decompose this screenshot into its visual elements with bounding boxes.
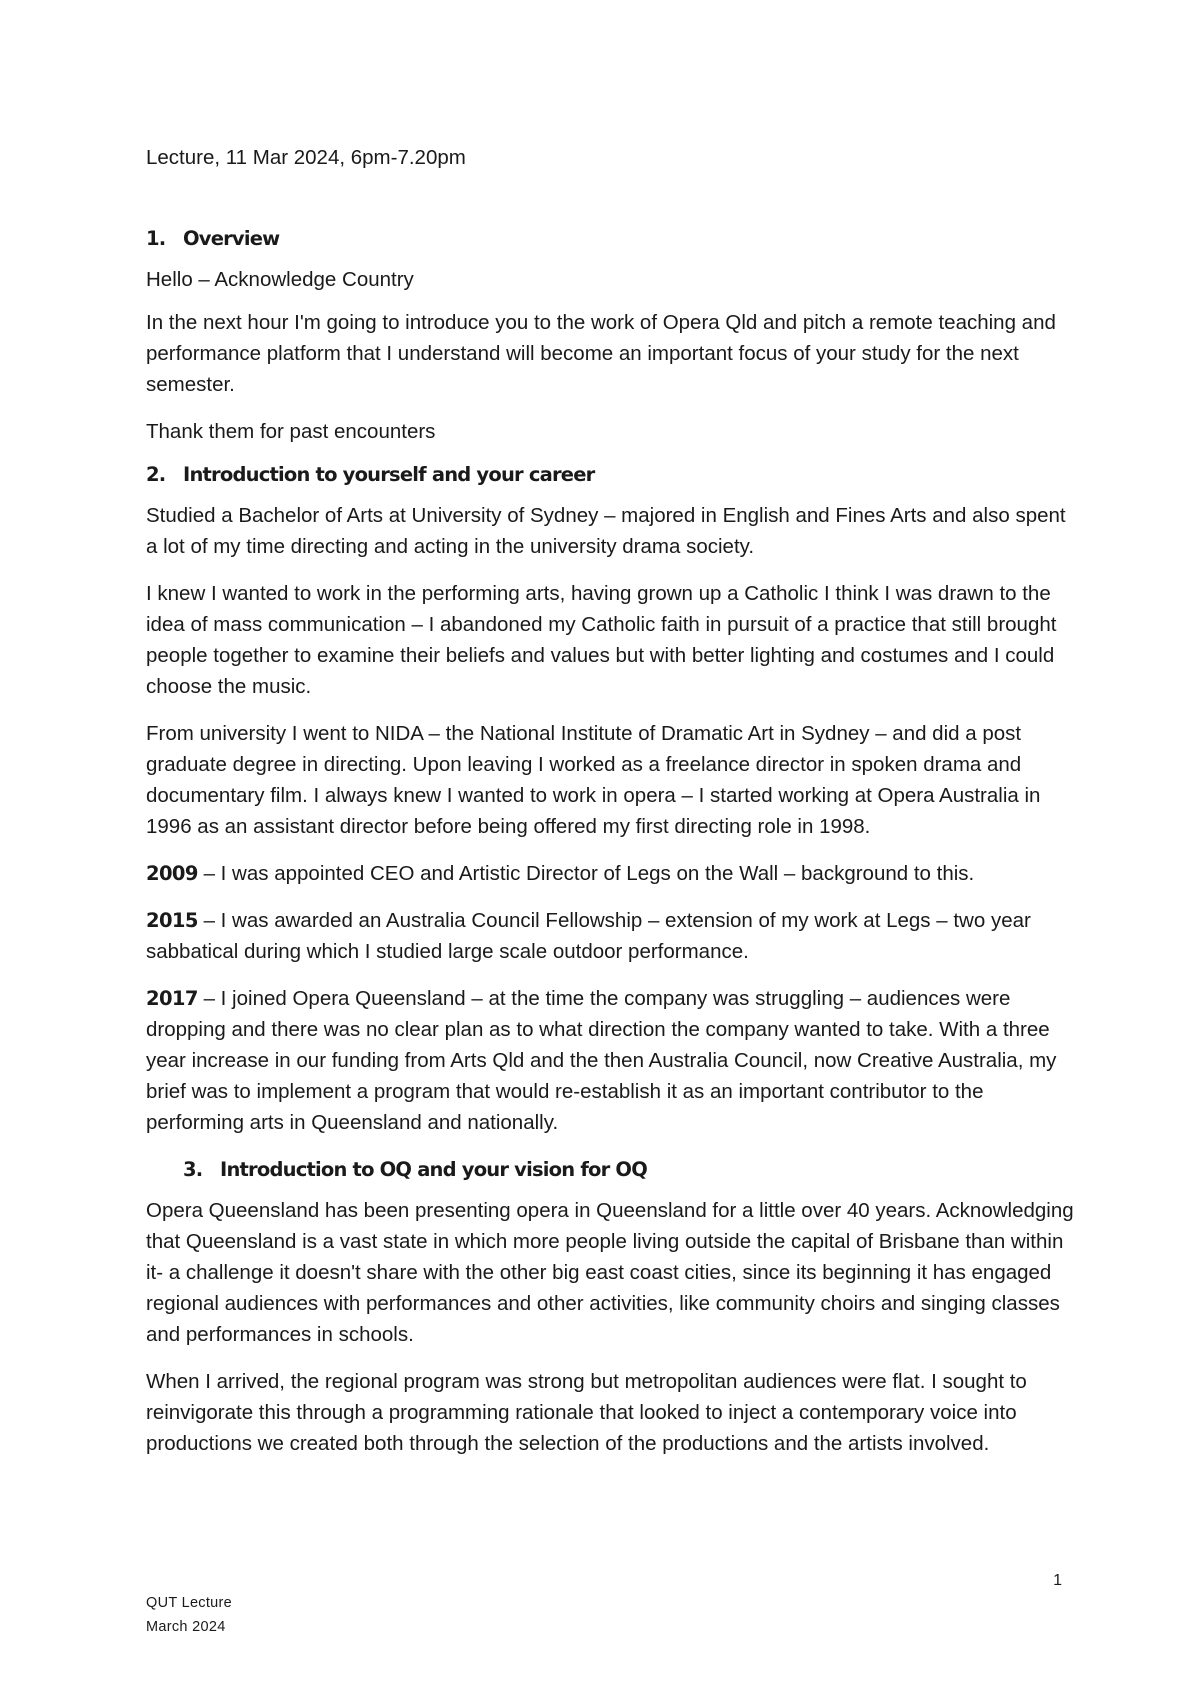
lecture-date-line: Lecture, 11 Mar 2024, 6pm-7.20pm	[146, 146, 466, 169]
paragraph: Thank them for past encounters	[146, 420, 436, 443]
section-3-heading	[183, 1154, 1076, 1185]
paragraph: When I arrived, the regional program was strong but metropolitan audiences were flat. I sought to reinvigorate this through a programming rationale that looked to inject a contemporary voice into productions we created both through the selection of the productions and the artists involved.	[146, 1370, 1027, 1455]
paragraph: In the next hour I'm going to introduce you to the work of Opera Qld and pitch a remote teaching and performance platform that I understand will become an important focus of your study for the next semester.	[146, 311, 1056, 396]
section-number: 2.	[146, 463, 166, 486]
page-footer	[146, 1591, 232, 1639]
timeline-year: 2009	[146, 862, 198, 885]
timeline-text: – I was appointed CEO and Artistic Director of Legs on the Wall – background to this.	[197, 862, 975, 885]
paragraph: Opera Queensland has been presenting opera in Queensland for a little over 40 years. Acknowledging that Queensland is a vast state in which more people living outside the capital of Brisbane than within it- a challenge it doesn't share with the other big east coast cities, since its beginning it has engaged regional audiences with performances and other activities, like community choirs and singing classes and performances in schools.	[146, 1199, 1074, 1346]
section-1-heading	[146, 223, 1076, 254]
section-title: Introduction to yourself and your career	[183, 463, 595, 486]
timeline-year: 2017	[146, 987, 198, 1010]
document-body	[146, 142, 1076, 1475]
footer-line-2: March 2024	[146, 1619, 226, 1635]
paragraph: I knew I wanted to work in the performing arts, having grown up a Catholic I think I was drawn to the idea of mass communication – I abandoned my Catholic faith in pursuit of a practice that still brought people together to examine their beliefs and values but with better lighting and costumes and I could choose the music.	[146, 582, 1057, 698]
timeline-text: – I was awarded an Australia Council Fellowship – extension of my work at Legs – two year sabbatical during which I studied large scale outdoor performance.	[146, 909, 1031, 963]
footer-line-1: QUT Lecture	[146, 1595, 233, 1611]
paragraph: From university I went to NIDA – the National Institute of Dramatic Art in Sydney – and did a post graduate degree in directing. Upon leaving I worked as a freelance director in spoken drama and documentary film. I always knew I wanted to work in opera – I started working at Opera Australia in 1996 as an assistant director before being offered my first directing role in 1998.	[146, 722, 1041, 838]
section-number: 3.	[183, 1158, 203, 1181]
section-2-heading	[146, 459, 1076, 490]
timeline-entry-2009	[146, 858, 1076, 889]
timeline-entry-2015	[146, 905, 1076, 967]
paragraph: Hello – Acknowledge Country	[146, 268, 414, 291]
timeline-entry-2017	[146, 983, 1076, 1138]
timeline-year: 2015	[146, 909, 198, 932]
page-number: 1	[1053, 1572, 1062, 1589]
section-number: 1.	[146, 227, 166, 250]
section-title: Introduction to OQ and your vision for OQ	[220, 1158, 647, 1181]
section-title: Overview	[183, 227, 280, 250]
timeline-text: – I joined Opera Queensland – at the time the company was struggling – audiences were dropping and there was no clear plan as to what direction the company wanted to take. With a three year increase in our funding from Arts Qld and the then Australia Council, now Creative Australia, my brief was to implement a program that would re-establish it as an important contributor to the performing arts in Queensland and nationally.	[146, 987, 1057, 1134]
paragraph: Studied a Bachelor of Arts at University of Sydney – majored in English and Fines Arts and also spent a lot of my time directing and acting in the university drama society.	[146, 504, 1066, 558]
